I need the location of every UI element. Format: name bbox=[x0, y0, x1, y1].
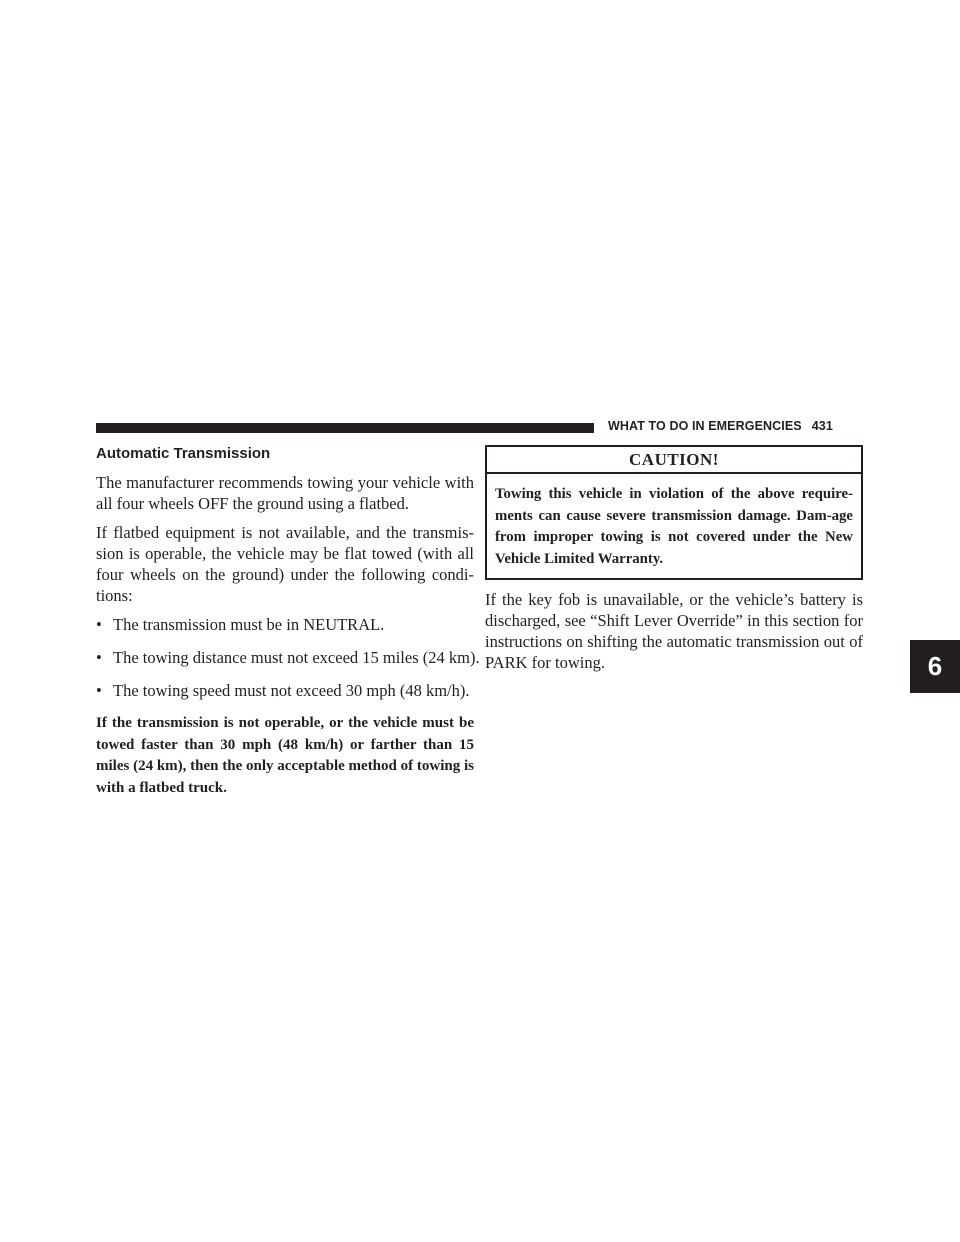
paragraph-flat-tow-conditions: If flatbed equipment is not available, and the transmis-sion is operable, the vehicle may be flat towed (with all four wheels on the ground) under the following condi-tions: bbox=[96, 523, 474, 605]
list-item bbox=[96, 614, 474, 635]
conditions-list bbox=[96, 614, 480, 701]
paragraph-flatbed-recommendation: The manufacturer recommends towing your vehicle with all four wheels OFF the ground using a flatbed. bbox=[96, 473, 474, 513]
paragraph-flatbed-requirement: If the transmission is not operable, or the vehicle must be towed faster than 30 mph (48 km/h) or farther than 15 miles (24 km), then the only acceptable method of towing is with a flatbed truck. bbox=[96, 715, 474, 796]
bullet-icon: • bbox=[96, 648, 102, 667]
section-heading: Automatic Transmission bbox=[96, 445, 271, 462]
list-item-text: The towing distance must not exceed 15 miles (24 km). bbox=[113, 648, 480, 667]
page-number: 431 bbox=[811, 419, 833, 433]
left-column bbox=[96, 444, 480, 807]
caution-title: CAUTION! bbox=[487, 447, 861, 474]
caution-box bbox=[485, 445, 863, 580]
bullet-icon: • bbox=[96, 681, 102, 700]
list-item bbox=[96, 647, 480, 668]
list-item-text: The towing speed must not exceed 30 mph (48 km/h). bbox=[113, 681, 470, 700]
header-section-title: WHAT TO DO IN EMERGENCIES bbox=[608, 419, 802, 433]
paragraph-key-fob: If the key fob is unavailable, or the vehicle’s battery is discharged, see “Shift Lever Override” in this section for instructions on shifting the automatic transmission out of PARK for towing. bbox=[485, 590, 863, 672]
header-rule bbox=[96, 423, 594, 433]
list-item-text: The transmission must be in NEUTRAL. bbox=[113, 615, 385, 634]
chapter-tab: 6 bbox=[910, 640, 960, 693]
bullet-icon: • bbox=[96, 615, 102, 634]
right-column bbox=[485, 445, 863, 681]
running-header bbox=[608, 419, 833, 433]
caution-text: Towing this vehicle in violation of the above require-ments can cause severe transmission damage. Dam-age from improper towing is not covered under the New Vehicle Limited Warranty. bbox=[495, 486, 853, 567]
list-item bbox=[96, 680, 474, 701]
